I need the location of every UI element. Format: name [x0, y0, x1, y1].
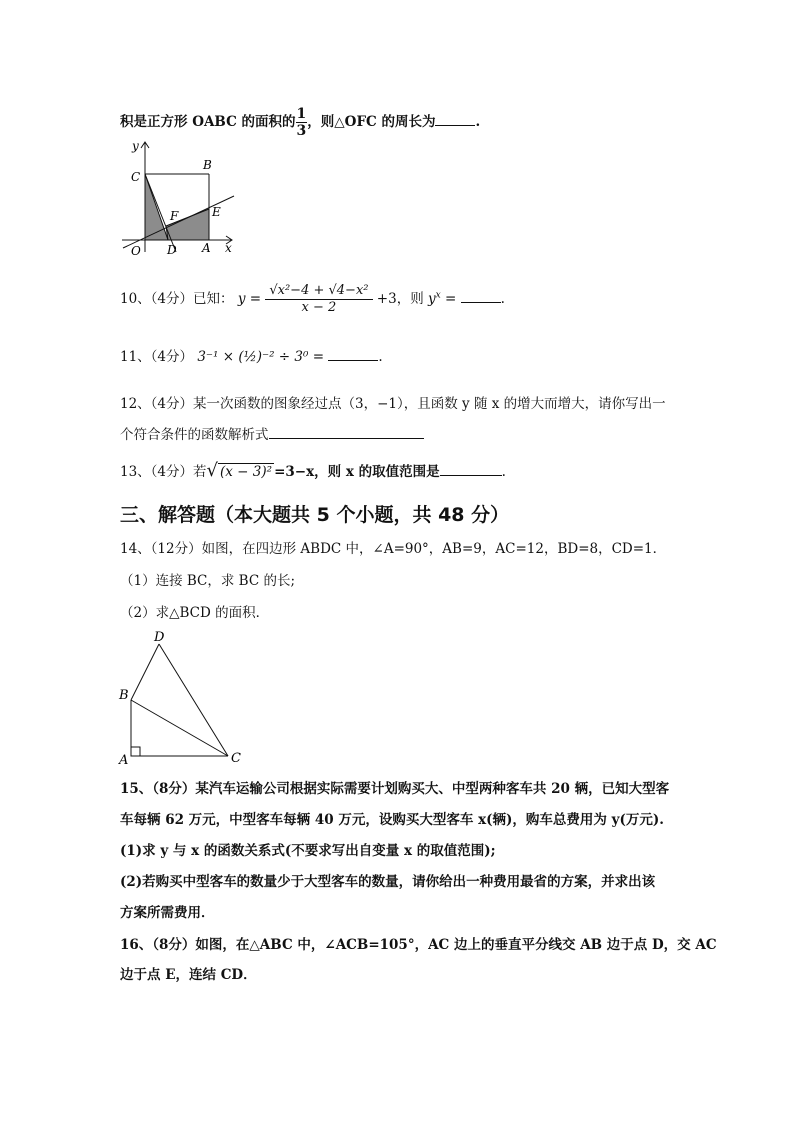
q11-answer-blank[interactable]	[328, 347, 378, 361]
q9-fraction: $\frac{1}{3}$	[296, 106, 307, 139]
q13-answer-blank[interactable]	[440, 462, 502, 476]
q10-answer-blank[interactable]	[461, 289, 501, 303]
q11-expression: 3⁻¹ × (½)⁻² ÷ 3⁰ =	[197, 349, 325, 365]
label-f: F	[170, 209, 179, 223]
q11-text: 11、（4分） 3⁻¹ × (½)⁻² ÷ 3⁰ = .	[120, 349, 383, 365]
q13-radicand: (x − 3)²	[220, 464, 273, 480]
q15-line1: 15、（8分）某汽车运输公司根据实际需要计划购买大、中型两种客车共 20 辆，已知大型客	[120, 781, 670, 797]
q10-fraction: $\frac{\text{√x²−4 + √4−x²}}{x - 2}$	[265, 283, 372, 316]
q9-figure	[118, 138, 240, 258]
label-a: A	[119, 753, 129, 766]
q12-line1: 12、（4分）某一次函数的图象经过点（3，−1），且函数 y 随 x 的增大而增大，请你写出一	[120, 396, 666, 412]
label-d: D	[154, 630, 165, 645]
q10-text: 10、（4分）已知： y = $\frac{\text{√x²−4 + √4−x²}}{x - 2}$ +3，则 $y^x$ = .	[120, 283, 505, 315]
q15-line5: 方案所需费用．	[120, 905, 215, 921]
q9-answer-blank[interactable]	[435, 112, 475, 126]
label-b: B	[119, 688, 129, 703]
q14-part2: （2）求△BCD 的面积．	[120, 605, 270, 621]
q14-figure	[115, 626, 250, 766]
q13-text: 13、（4分）若√ (x − 3)² =3−x，则 x 的取值范围是 .	[120, 460, 506, 481]
q14-part1: （1）连接 BC，求 BC 的长;	[120, 573, 296, 589]
right-angle-mark	[131, 747, 140, 756]
q15-line3: (1)求 y 与 x 的函数关系式(不要求写出自变量 x 的取值范围);	[120, 843, 496, 859]
label-e: E	[212, 205, 221, 219]
label-c: C	[231, 751, 241, 766]
label-x: x	[225, 241, 232, 255]
q12-answer-blank[interactable]	[269, 425, 424, 439]
q11-prefix: 11、（4分）	[120, 349, 194, 365]
label-c: C	[131, 170, 141, 184]
q9-text-before: 积是正方形 OABC 的面积的	[120, 114, 296, 130]
q16-line1: 16、（8分）如图，在△ABC 中，∠ACB=105°，AC 边上的垂直平分线交 AB 边于点 D，交 AC	[120, 937, 717, 953]
q9-text-after: ，则△OFC 的周长为	[307, 114, 436, 130]
q9-text: 积是正方形 OABC 的面积的 $\frac{1}{3}$ ，则△OFC 的周长为 .	[120, 106, 481, 139]
label-d: D	[167, 243, 177, 257]
section-3-title: 三、解答题（本大题共 5 个小题，共 48 分）	[120, 504, 510, 526]
q10-prefix: 10、（4分）已知：	[120, 291, 234, 307]
q15-line4: (2)若购买中型客车的数量少于大型客车的数量，请你给出一种费用最省的方案，并求出该	[120, 874, 656, 890]
label-b: B	[203, 158, 212, 172]
label-o: O	[131, 244, 141, 258]
q14-stem: 14、（12分）如图，在四边形 ABDC 中，∠A=90°，AB=9，AC=12，BD=8，CD=1．	[120, 541, 667, 557]
q12-line2: 个符合条件的函数解析式	[120, 425, 424, 444]
label-a: A	[202, 241, 211, 255]
q15-line2: 车每辆 62 万元，中型客车每辆 40 万元，设购买大型客车 x(辆)，购车总费用为 y(万元).	[120, 812, 664, 828]
q16-line2: 边于点 E，连结 CD．	[120, 967, 257, 983]
label-y: y	[132, 139, 139, 153]
q13-sqrt: √	[206, 460, 219, 481]
